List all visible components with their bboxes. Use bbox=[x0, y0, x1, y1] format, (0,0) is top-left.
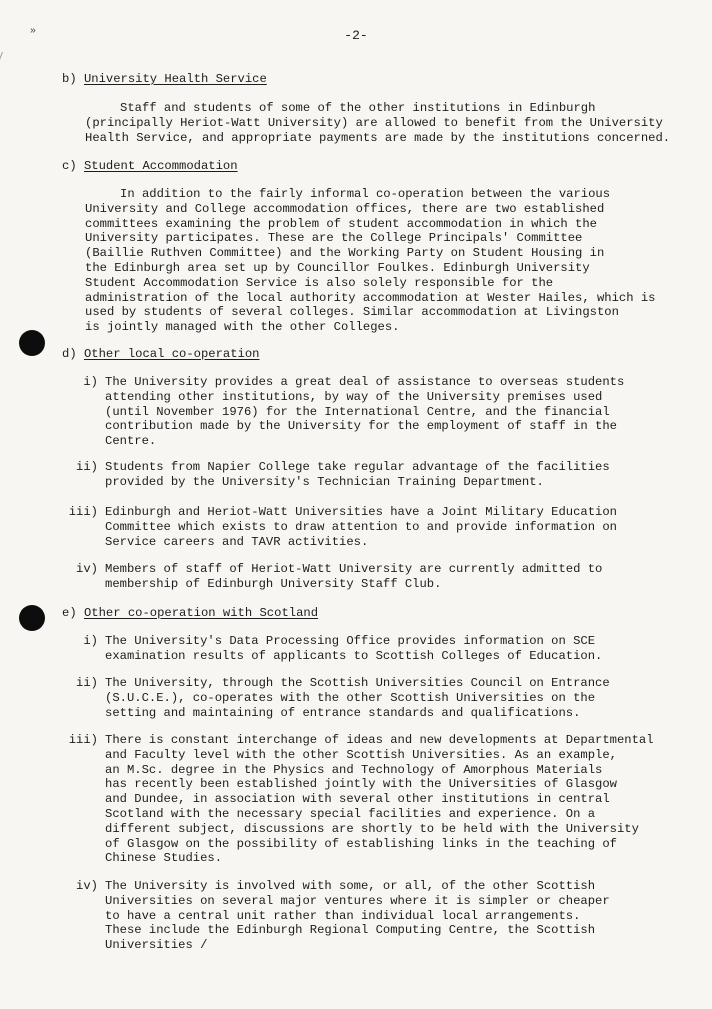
item-number: ii) bbox=[76, 460, 98, 474]
list-item bbox=[105, 460, 610, 490]
section-d-heading bbox=[62, 347, 260, 362]
text-line: Chinese Studies. bbox=[105, 851, 223, 866]
text-line: membership of Edinburgh University Staff Club. bbox=[105, 576, 442, 591]
section-c-heading bbox=[62, 159, 238, 174]
text-line: (until November 1976) for the International Centre, and the financial bbox=[105, 404, 610, 419]
text-line: The University provides a great deal of assistance to overseas students bbox=[105, 375, 625, 389]
text-line: different subject, discussions are shortly to be held with the University bbox=[105, 821, 639, 836]
text-line: In addition to the fairly informal co-operation between the various bbox=[120, 187, 611, 201]
section-b-heading bbox=[62, 72, 267, 87]
section-b-paragraph bbox=[85, 101, 670, 145]
text-line: to have a central unit rather than individual local arrangements. bbox=[105, 908, 581, 923]
margin-mark: » bbox=[30, 26, 37, 37]
text-line: Scotland with the necessary special facilities and experience. On a bbox=[105, 806, 596, 821]
text-line: and Dundee, in association with several other institutions in central bbox=[105, 792, 610, 807]
section-c-paragraph bbox=[85, 187, 655, 335]
text-line: the Edinburgh area set up by Councillor Foulkes. Edinburgh University bbox=[85, 260, 590, 275]
list-item bbox=[105, 879, 610, 953]
text-line: University and College accommodation offices, there are two established bbox=[85, 201, 605, 216]
text-line: The University's Data Processing Office provides information on SCE bbox=[105, 634, 596, 648]
scan-edge-line bbox=[0, 52, 3, 117]
item-number: iii) bbox=[68, 505, 98, 519]
text-line: Student Accommodation Service is also solely responsible for the bbox=[85, 275, 554, 290]
item-number: iv) bbox=[76, 879, 98, 893]
list-item bbox=[105, 375, 624, 449]
section-title: University Health Service bbox=[83, 72, 267, 86]
list-item bbox=[105, 505, 617, 549]
text-line: administration of the local authority accommodation at Wester Hailes, which is bbox=[85, 290, 656, 305]
text-line: Service careers and TAVR activities. bbox=[105, 534, 369, 549]
section-e-heading bbox=[62, 606, 318, 621]
list-item bbox=[105, 562, 602, 592]
item-number: iv) bbox=[76, 562, 98, 576]
section-title: Other local co-operation bbox=[83, 347, 260, 361]
text-line: (Baillie Ruthven Committee) and the Working Party on Student Housing in bbox=[85, 246, 605, 261]
text-line: examination results of applicants to Scottish Colleges of Education. bbox=[105, 648, 603, 663]
section-letter: e) bbox=[62, 606, 77, 620]
text-line: Students from Napier College take regular advantage of the facilities bbox=[105, 460, 610, 474]
page-number: -2- bbox=[344, 28, 368, 43]
text-line: setting and maintaining of entrance standards and qualifications. bbox=[105, 705, 581, 720]
item-number: ii) bbox=[76, 676, 98, 690]
text-line: used by students of several colleges. Similar accommodation at Livingston bbox=[85, 305, 619, 320]
text-line: of Glasgow on the possibility of establishing links in the teaching of bbox=[105, 836, 617, 851]
section-letter: d) bbox=[62, 347, 77, 361]
text-line: and Faculty level with the other Scottish Universities. As an example, bbox=[105, 747, 617, 762]
section-title: Student Accommodation bbox=[83, 159, 238, 173]
text-line: contribution made by the University for the employment of staff in the bbox=[105, 419, 617, 434]
text-line: University participates. These are the College Principals' Committee bbox=[85, 231, 583, 246]
text-line: is jointly managed with the other Colleges. bbox=[85, 320, 400, 335]
text-line: committees examining the problem of student accommodation in which the bbox=[85, 216, 597, 231]
text-line: attending other institutions, by way of the University premises used bbox=[105, 389, 603, 404]
list-item bbox=[105, 634, 602, 664]
text-line: Members of staff of Heriot-Watt University are currently admitted to bbox=[105, 562, 603, 576]
list-item bbox=[105, 676, 610, 720]
text-line: Health Service, and appropriate payments are made by the institutions concerned. bbox=[85, 130, 671, 145]
text-line: (S.U.C.E.), co-operates with the other Scottish Universities on the bbox=[105, 690, 596, 705]
text-line: Staff and students of some of the other institutions in Edinburgh bbox=[120, 101, 596, 115]
list-item bbox=[105, 733, 654, 866]
item-number: i) bbox=[83, 634, 98, 648]
text-line: There is constant interchange of ideas and new developments at Departmental bbox=[105, 733, 654, 747]
section-letter: b) bbox=[62, 72, 77, 86]
text-line: Universities on several major ventures where it is simpler or cheaper bbox=[105, 893, 610, 908]
text-line: Centre. bbox=[105, 434, 157, 449]
item-number: iii) bbox=[68, 733, 98, 747]
text-line: Universities / bbox=[105, 938, 208, 953]
text-line: provided by the University's Technician Training Department. bbox=[105, 474, 544, 489]
punch-hole bbox=[19, 330, 45, 356]
item-number: i) bbox=[83, 375, 98, 389]
section-title: Other co-operation with Scotland bbox=[83, 606, 319, 620]
punch-hole bbox=[19, 605, 45, 631]
section-letter: c) bbox=[62, 159, 77, 173]
text-line: The University, through the Scottish Universities Council on Entrance bbox=[105, 676, 610, 690]
text-line: an M.Sc. degree in the Physics and Technology of Amorphous Materials bbox=[105, 762, 603, 777]
text-line: These include the Edinburgh Regional Computing Centre, the Scottish bbox=[105, 923, 596, 938]
text-line: Committee which exists to draw attention to and provide information on bbox=[105, 519, 617, 534]
text-line: (principally Heriot-Watt University) are allowed to benefit from the University bbox=[85, 115, 663, 130]
text-line: has recently been established jointly with the Universities of Glasgow bbox=[105, 777, 617, 792]
text-line: Edinburgh and Heriot-Watt Universities have a Joint Military Education bbox=[105, 505, 617, 519]
text-line: The University is involved with some, or all, of the other Scottish bbox=[105, 879, 596, 893]
